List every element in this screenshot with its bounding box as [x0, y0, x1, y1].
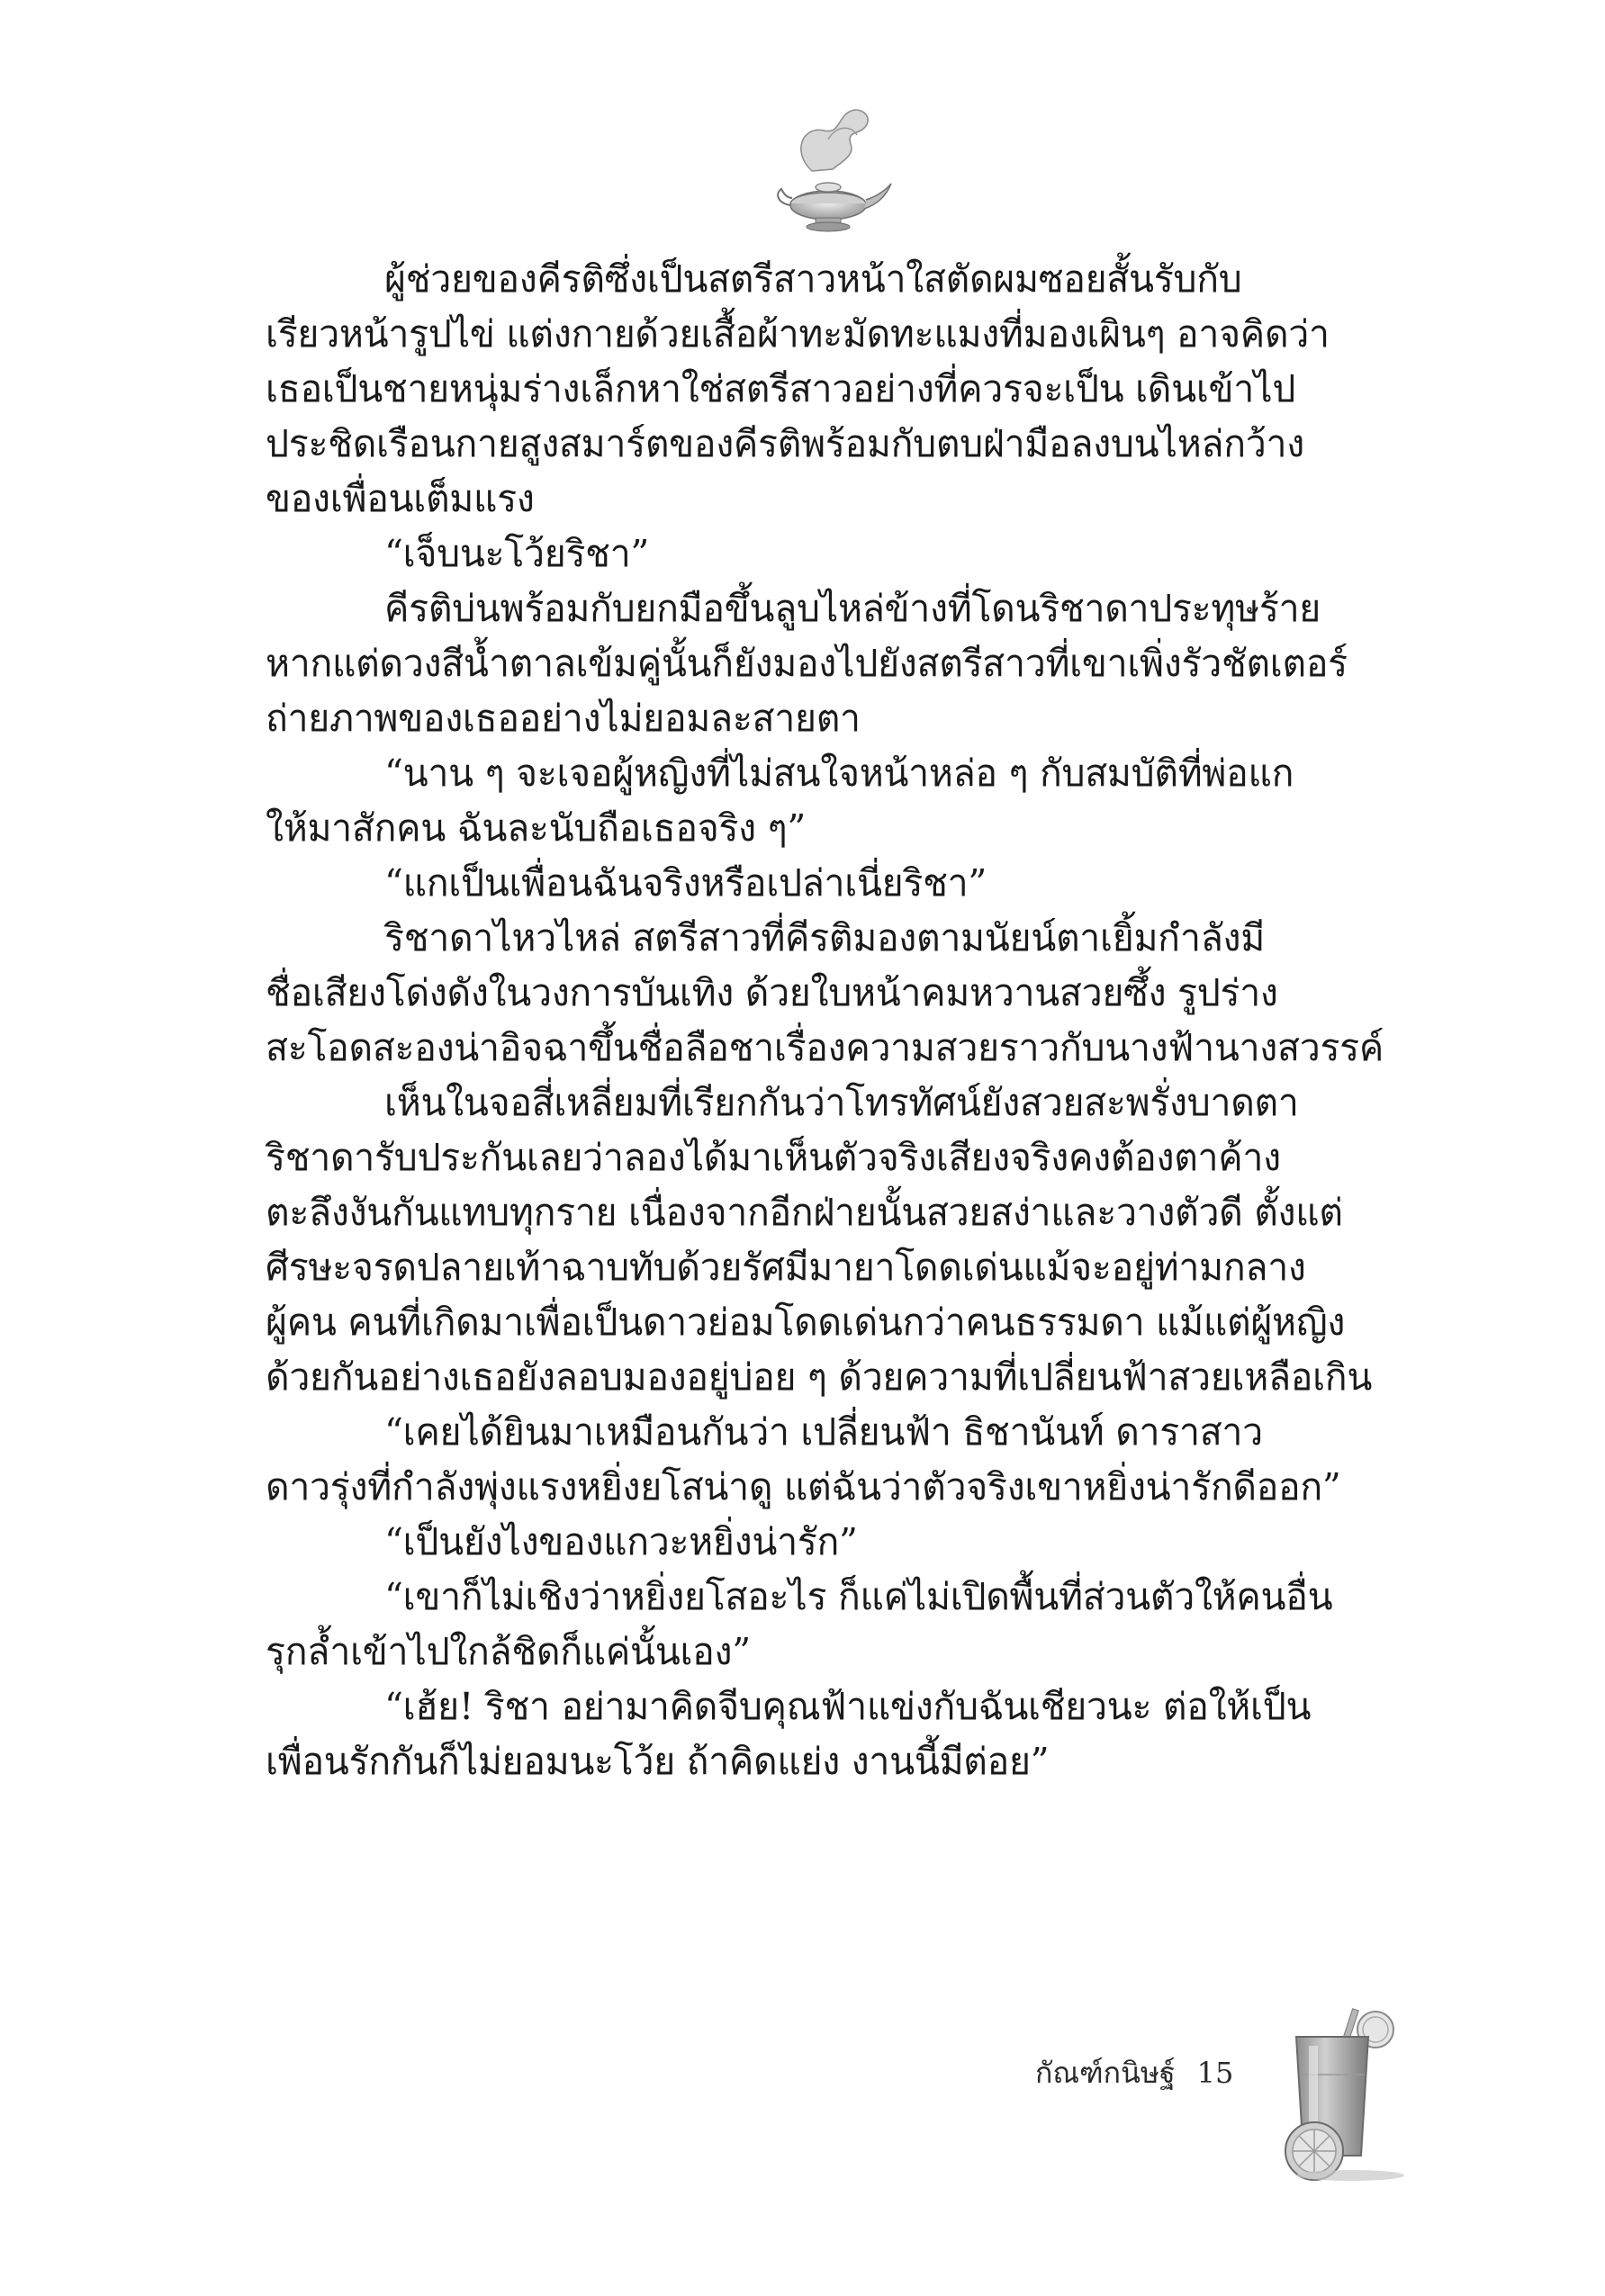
- text-line: “เขาก็ไม่เชิงว่าหยิ่งยโสอะไร ก็แค่ไม่เปิดพื้นที่ส่วนตัวให้คนอื่น: [384, 1575, 1333, 1618]
- text-line: ดาวรุ่งที่กำลังพุ่งแรงหยิ่งยโสน่าดู แต่ฉันว่าตัวจริงเขาหยิ่งน่ารักดีออก”: [266, 1465, 1341, 1508]
- text-line: ของเพื่อนเต็มแรง: [266, 477, 535, 520]
- text-line: “เจ็บนะโว้ยริชา”: [384, 532, 650, 575]
- text-line: เพื่อนรักกันก็ไม่ยอมนะโว้ย ถ้าคิดแย่ง งานนี้มีต่อย”: [266, 1740, 1050, 1783]
- text-line: ประชิดเรือนกายสูงสมาร์ตของคีรติพร้อมกับตบฝ่ามือลงบนไหล่กว้าง: [266, 422, 1304, 465]
- text-line: เรียวหน้ารูปไข่ แต่งกายด้วยเสื้อผ้าทะมัดทะแมงที่มองเผินๆ อาจคิดว่า: [266, 312, 1330, 356]
- text-line: ชื่อเสียงโด่งดังในวงการบันเทิง ด้วยใบหน้าคมหวานสวยซึ้ง รูปร่าง: [266, 971, 1278, 1014]
- text-line: ศีรษะจรดปลายเท้าฉาบทับด้วยรัศมีมายาโดดเด่นแม้จะอยู่ท่ามกลาง: [266, 1246, 1306, 1289]
- juice-glass-orange-icon: [1260, 2003, 1422, 2183]
- text-line: ผู้คน คนที่เกิดมาเพื่อเป็นดาวย่อมโดดเด่นกว่าคนธรรมดา แม้แต่ผู้หญิง: [266, 1301, 1346, 1344]
- text-line: “เป็นยังไงของแกวะหยิ่งน่ารัก”: [384, 1520, 858, 1563]
- text-line: ถ่ายภาพของเธออย่างไม่ยอมละสายตา: [266, 697, 861, 740]
- text-line: ตะลึงงันกันแทบทุกราย เนื่องจากอีกฝ่ายนั้นสวยสง่าและวางตัวดี ตั้งแต่: [266, 1191, 1343, 1234]
- text-line: เธอเป็นชายหนุ่มร่างเล็กหาใช่สตรีสาวอย่างที่ควรจะเป็น เดินเข้าไป: [266, 367, 1296, 410]
- text-line: คีรติบ่นพร้อมกับยกมือขึ้นลูบไหล่ข้างที่โดนริชาดาประทุษร้าย: [384, 587, 1321, 630]
- text-line: หากแต่ดวงสีน้ำตาลเข้มคู่นั้นก็ยังมองไปยังสตรีสาวที่เขาเพิ่งรัวชัตเตอร์: [266, 642, 1348, 685]
- text-line: ด้วยกันอย่างเธอยังลอบมองอยู่บ่อย ๆ ด้วยความที่เปลี่ยนฟ้าสวยเหลือเกิน: [266, 1355, 1373, 1399]
- text-line: “เคยได้ยินมาเหมือนกันว่า เปลี่ยนฟ้า ธิชานันท์ ดาราสาว: [384, 1410, 1263, 1454]
- page-footer: [1035, 2050, 1233, 2095]
- genie-lamp-icon: [756, 99, 900, 243]
- page-number: 15: [1196, 2056, 1234, 2090]
- text-line: รุกล้ำเข้าไปใกล้ชิดก็แค่นั้นเอง”: [266, 1630, 751, 1673]
- text-line: ผู้ช่วยของคีรติซึ่งเป็นสตรีสาวหน้าใสตัดผมซอยสั้นรับกับ: [384, 257, 1242, 301]
- text-line: ริชาดารับประกันเลยว่าลองได้มาเห็นตัวจริงเสียงจริงคงต้องตาค้าง: [266, 1136, 1281, 1179]
- book-title: กัณฑ์กนิษฐ์: [1035, 2055, 1176, 2090]
- text-line: ให้มาสักคน ฉันละนับถือเธอจริง ๆ”: [266, 806, 806, 850]
- text-line: สะโอดสะองน่าอิจฉาขึ้นชื่อลือชาเรื่องความสวยราวกับนางฟ้านางสวรรค์: [266, 1026, 1384, 1069]
- text-line: “เฮ้ย! ริชา อย่ามาคิดจีบคุณฟ้าแข่งกับฉันเชียวนะ ต่อให้เป็น: [384, 1685, 1312, 1728]
- text-line: “แกเป็นเพื่อนฉันจริงหรือเปล่าเนี่ยริชา”: [384, 861, 987, 905]
- text-line: “นาน ๆ จะเจอผู้หญิงที่ไม่สนใจหน้าหล่อ ๆ กับสมบัติที่พ่อแก: [384, 752, 1294, 795]
- text-line: ริชาดาไหวไหล่ สตรีสาวที่คีรติมองตามนัยน์ตาเยิ้มกำลังมี: [384, 916, 1265, 959]
- body-text: [266, 252, 1391, 1789]
- text-line: เห็นในจอสี่เหลี่ยมที่เรียกกันว่าโทรทัศน์ยังสวยสะพรั่งบาดตา: [384, 1081, 1299, 1124]
